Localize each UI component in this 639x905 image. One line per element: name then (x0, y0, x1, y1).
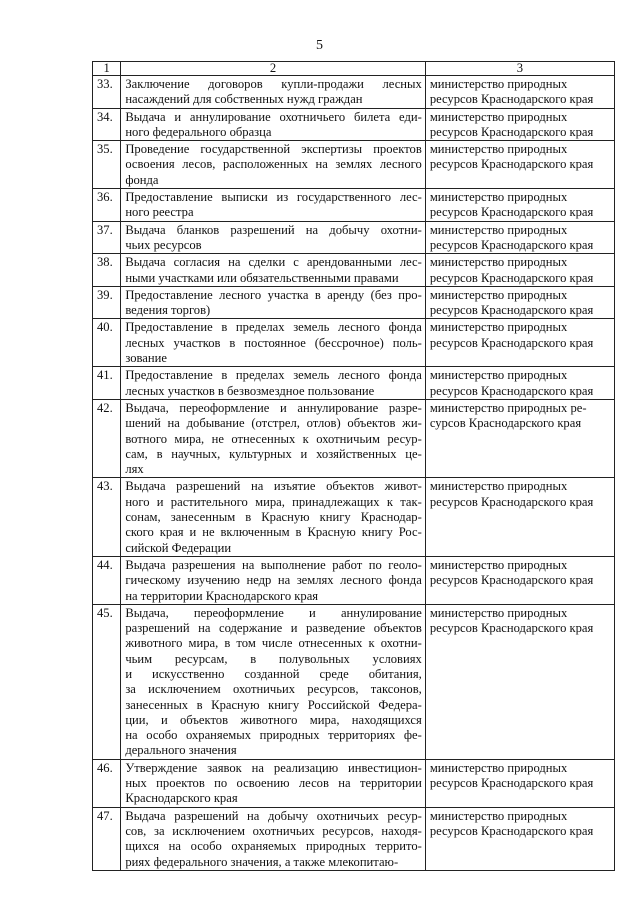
service-name-line: сонам, занесенным в Красную книгу Краснодар- (125, 510, 422, 525)
service-name-line: гическому изучению недр на землях лесного фонда (125, 573, 422, 588)
service-name-cell (121, 221, 426, 254)
row-number: 47. (93, 807, 121, 870)
table-row (93, 807, 615, 870)
service-name-line: Выдача разрешения на выполнение работ по геоло- (125, 557, 422, 572)
service-name-cell (121, 478, 426, 556)
column-number-1: 1 (93, 62, 121, 76)
table-row (93, 604, 615, 759)
authority-cell (425, 189, 614, 222)
authority-line: ресурсов Краснодарского края (429, 494, 594, 509)
authority-cell (425, 254, 614, 287)
service-name-line: освоения лесов, расположенных на землях лесного (125, 157, 422, 172)
authority-line: министерство природных (429, 605, 568, 620)
authority-line: ресурсов Краснодарского края (429, 237, 594, 252)
authority-cell (425, 478, 614, 556)
service-name-line: Выдача, переоформление и аннулирование разре- (125, 400, 422, 415)
authority-line: министерство природных (429, 368, 568, 383)
service-name-line: занесенных в Красную книгу Российской Федера- (125, 697, 422, 712)
service-name-line: сам, в научных, культурных и хозяйственных це- (125, 446, 422, 461)
authority-line: ресурсов Краснодарского края (429, 124, 594, 139)
row-number: 45. (93, 604, 121, 759)
authority-line: ресурсов Краснодарского края (429, 335, 594, 350)
service-name-line: животного мира, в том числе отнесенных к охотни- (125, 636, 422, 651)
authority-line: ресурсов Краснодарского края (429, 157, 594, 172)
service-name-line: Краснодарского края (125, 791, 238, 806)
service-name-line: за исключением охотничьих ресурсов, таксонов, (125, 682, 422, 697)
table-row (93, 367, 615, 400)
service-name-line: ведения торгов) (125, 303, 211, 318)
service-name-line: лесных участков в постоянное (бессрочное) поль- (125, 335, 422, 350)
service-name-line: зование (125, 351, 167, 366)
authority-line: ресурсов Краснодарского края (429, 573, 594, 588)
authority-cell (425, 399, 614, 477)
service-name-cell (121, 556, 426, 604)
table-row (93, 399, 615, 477)
table-row (93, 141, 615, 189)
authority-cell (425, 759, 614, 807)
authority-cell (425, 286, 614, 319)
authority-line: министерство природных (429, 557, 568, 572)
table-row (93, 108, 615, 141)
authority-line: ресурсов Краснодарского края (429, 92, 594, 107)
service-name-line: ного и растительного мира, принадлежащих к так- (125, 494, 422, 509)
authority-line: ресурсов Краснодарского края (429, 205, 594, 220)
service-name-line: лесных участков в безвозмездное пользование (125, 383, 375, 398)
authority-line: министерство природных (429, 287, 568, 302)
service-name-line: шений на добывание (отстрел, отлов) объектов жи- (125, 416, 422, 431)
table-row (93, 254, 615, 287)
service-name-cell (121, 807, 426, 870)
table-row (93, 556, 615, 604)
authority-cell (425, 319, 614, 367)
service-name-line: Предоставление лесного участка в аренду (без про- (125, 287, 422, 302)
authority-cell (425, 76, 614, 109)
authority-line: министерство природных (429, 109, 568, 124)
authority-cell (425, 221, 614, 254)
table-row (93, 189, 615, 222)
row-number: 35. (93, 141, 121, 189)
row-number: 44. (93, 556, 121, 604)
authority-line: ресурсов Краснодарского края (429, 776, 594, 791)
row-number: 33. (93, 76, 121, 109)
table-row (93, 478, 615, 556)
table-row (93, 221, 615, 254)
row-number: 37. (93, 221, 121, 254)
service-name-line: Выдача разрешений на добычу охотничьих ресур- (125, 808, 422, 823)
service-name-line: разрешений на содержание и разведение объектов (125, 621, 422, 636)
service-name-line: Утверждение заявок на реализацию инвестицион- (125, 760, 422, 775)
services-table (92, 61, 615, 871)
service-name-line: ного федерального образца (125, 124, 272, 139)
table-row (93, 286, 615, 319)
service-name-line: риях федерального значения, а также млекопитаю- (125, 854, 399, 869)
authority-cell (425, 807, 614, 870)
service-name-line: сийской Федерации (125, 540, 232, 555)
service-name-line: щихся на особо охраняемых природных террито- (125, 839, 422, 854)
service-name-line: лях (125, 462, 144, 477)
authority-cell (425, 108, 614, 141)
authority-line: ресурсов Краснодарского края (429, 270, 594, 285)
authority-line: министерство природных ре- (429, 400, 587, 415)
authority-line: министерство природных (429, 320, 568, 335)
service-name-line: Выдача бланков разрешений на добычу охотни- (125, 222, 422, 237)
service-name-line: ции, и объектов животного мира, находящихся (125, 712, 422, 727)
service-name-line: Выдача, переоформление и аннулирование (125, 605, 422, 620)
service-name-line: Выдача согласия на сделки с арендованными лес- (125, 255, 422, 270)
authority-line: министерство природных (429, 255, 568, 270)
row-number: 46. (93, 759, 121, 807)
service-name-line: на особо охраняемых природных территориях фе- (125, 728, 422, 743)
service-name-line: Выдача разрешений на изъятие объектов живот- (125, 479, 422, 494)
service-name-line: ных проектов по освоению лесов на территории (125, 776, 422, 791)
authority-line: министерство природных (429, 479, 568, 494)
row-number: 34. (93, 108, 121, 141)
authority-line: министерство природных (429, 222, 568, 237)
service-name-cell (121, 76, 426, 109)
service-name-cell (121, 189, 426, 222)
service-name-line: Предоставление в пределах земель лесного фонда (125, 368, 422, 383)
authority-cell (425, 556, 614, 604)
row-number: 38. (93, 254, 121, 287)
authority-cell (425, 141, 614, 189)
service-name-line: фонда (125, 172, 159, 187)
column-number-2: 2 (121, 62, 426, 76)
service-name-cell (121, 254, 426, 287)
table-row (93, 319, 615, 367)
service-name-line: Проведение государственной экспертизы проектов (125, 142, 422, 157)
service-name-line: насаждений для собственных нужд граждан (125, 92, 363, 107)
services-table-body (93, 62, 615, 871)
authority-cell (425, 367, 614, 400)
authority-line: ресурсов Краснодарского края (429, 621, 594, 636)
column-number-row (93, 62, 615, 76)
row-number: 39. (93, 286, 121, 319)
authority-line: министерство природных (429, 808, 568, 823)
authority-line: сурсов Краснодарского края (429, 416, 582, 431)
service-name-line: сов, за исключением охотничьих ресурсов, находя- (125, 823, 422, 838)
authority-line: ресурсов Краснодарского края (429, 303, 594, 318)
authority-line: министерство природных (429, 77, 568, 91)
service-name-line: ского края и не включенным в Красную книгу Рос- (125, 525, 422, 540)
service-name-line: чьих ресурсов (125, 237, 202, 252)
service-name-cell (121, 319, 426, 367)
service-name-cell (121, 759, 426, 807)
authority-line: ресурсов Краснодарского края (429, 383, 594, 398)
service-name-line: вотного мира, не отнесенных к охотничьим ресур- (125, 431, 422, 446)
service-name-line: Предоставление в пределах земель лесного фонда (125, 320, 422, 335)
authority-line: министерство природных (429, 760, 568, 775)
page-number: 5 (316, 38, 323, 53)
authority-cell (425, 604, 614, 759)
authority-line: министерство природных (429, 142, 568, 157)
service-name-line: Заключение договоров купли-продажи лесных (125, 77, 422, 91)
authority-line: ресурсов Краснодарского края (429, 823, 594, 838)
service-name-cell (121, 141, 426, 189)
service-name-cell (121, 367, 426, 400)
service-name-line: и искусственно созданной среде обитания, (125, 666, 422, 681)
service-name-cell (121, 399, 426, 477)
table-row (93, 759, 615, 807)
service-name-line: чьим ресурсам, в полувольных условиях (125, 651, 422, 666)
service-name-line: ными участками или обязательственными правами (125, 270, 399, 285)
service-name-line: Выдача и аннулирование охотничьего билета еди- (125, 109, 422, 124)
service-name-line: дерального значения (125, 743, 237, 758)
service-name-line: на территории Краснодарского края (125, 588, 319, 603)
service-name-line: ного реестра (125, 205, 194, 220)
row-number: 43. (93, 478, 121, 556)
row-number: 42. (93, 399, 121, 477)
service-name-line: Предоставление выписки из государственного лес- (125, 190, 422, 205)
column-number-3: 3 (425, 62, 614, 76)
service-name-cell (121, 604, 426, 759)
service-name-cell (121, 108, 426, 141)
row-number: 40. (93, 319, 121, 367)
table-row (93, 76, 615, 109)
row-number: 36. (93, 189, 121, 222)
row-number: 41. (93, 367, 121, 400)
authority-line: министерство природных (429, 190, 568, 205)
service-name-cell (121, 286, 426, 319)
